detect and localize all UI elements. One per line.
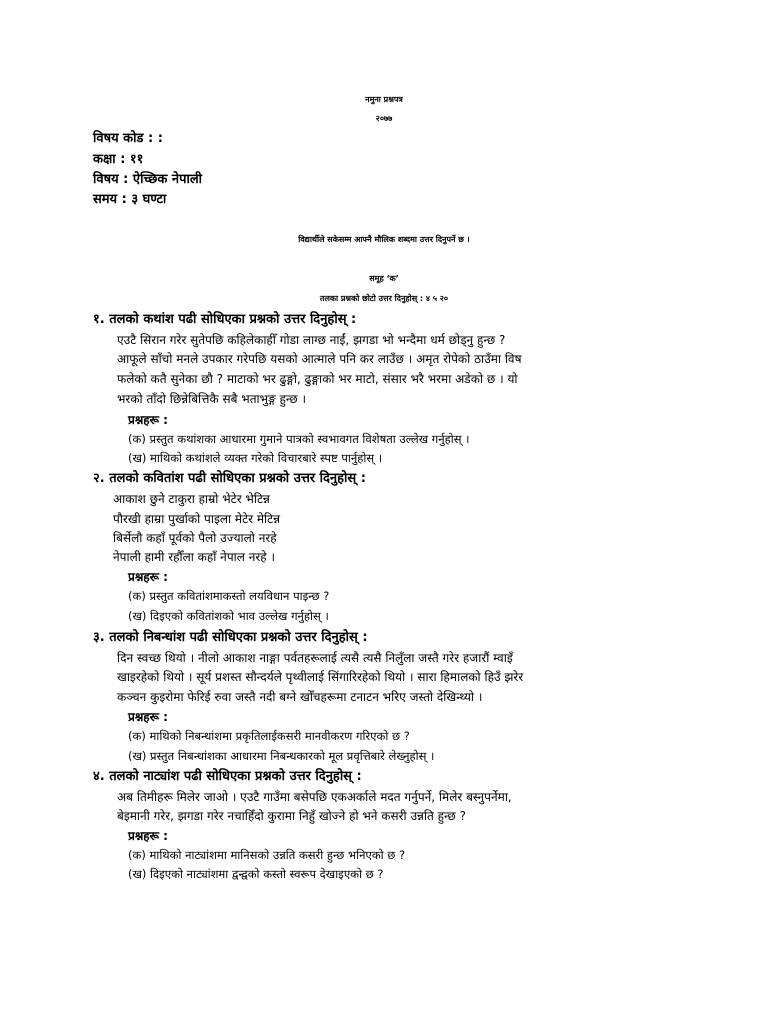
question-1-item: (क) प्रस्तुत कथांशका आधारमा गुमाने पात्रको स्वभावगत विशेषता उल्लेख गर्नुहोस् । — [128, 432, 470, 446]
question-4-item: (क) माथिको नाट्यांशमा मानिसको उन्नति कसरी हुन्छ भनिएको छ ? — [128, 848, 406, 862]
question-3-item: (क) माथिको निबन्धांशमा प्रकृतिलाईकसरी मानवीकरण गरिएको छ ? — [128, 729, 410, 743]
group-subtitle: तलका प्रश्नको छोटो उत्तर दिनुहोस् : ४ ५ २० — [319, 294, 449, 303]
question-2-sub-label: प्रश्नहरू : — [128, 570, 168, 584]
exam-duration: समय : ३ घण्टा — [93, 192, 167, 207]
subject-name: विषय : ऐच्छिक नेपाली — [93, 172, 203, 187]
question-1-passage-line: आफूले साँचो मनले उपकार गरेपछि यसको आत्माले पनि कर लाउँछ । अमृत रोपेको ठाउँमा विष — [117, 352, 522, 366]
question-3-passage-line: खाइरहेको थियो । सूर्य प्रशस्त सौन्दर्यले पृथ्वीलाई सिंगारिरहेको थियो । सारा हिमालको हिउँ झरेर — [117, 670, 524, 684]
question-4-item: (ख) दिइएको नाट्यांशमा द्वन्द्वको कस्तो स्वरूप देखाइएको छ ? — [128, 867, 384, 881]
question-2-heading: २. तलको कवितांश पढी सोधिएका प्रश्नको उत्तर दिनुहोस् : — [93, 471, 366, 486]
paper-title: नमुना प्रश्नपत्र — [365, 95, 403, 104]
instruction: विद्यार्थीले सकेसम्म आफ्नै मौलिक शब्दमा उत्तर दिनुपर्ने छ । — [298, 235, 470, 244]
question-2-passage-line: नेपाली हामी रहौँला कहाँ नेपाल नरहे । — [113, 550, 276, 564]
question-4-passage-line: अब तिमीहरू मिलेर जाओ । एउटै गाउँमा बसेपछि एकअर्काले मदत गर्नुपर्ने, मिलेर बस्नुपर्नेमा, — [117, 790, 512, 804]
question-4-heading: ४. तलको नाट्यांश पढी सोधिएका प्रश्नको उत्तर दिनुहोस् : — [93, 769, 362, 784]
question-1-passage-line: फलेको कतै सुनेका छौ ? माटाको भर ढुङ्गो, ढुङ्गाको भर माटो, संसार भरै भरमा अडेको छ । यो — [117, 372, 518, 386]
question-3-heading: ३. तलको निबन्धांश पढी सोधिएका प्रश्नको उत्तर दिनुहोस् : — [93, 630, 368, 645]
question-1-passage-line: भरको ताँदो छिन्नेबित्तिकै सबै भताभुङ्ग हुन्छ । — [117, 392, 307, 406]
question-3-sub-label: प्रश्नहरू : — [128, 710, 168, 724]
question-2-passage-line: पौरखी हाम्रा पुर्खाको पाइला मेटेर मेटिन्न — [113, 512, 281, 526]
question-2-item: (क) प्रस्तुत कवितांशमाकस्तो लयविधान पाइन्छ ? — [128, 589, 330, 603]
paper-year: २०७७ — [375, 114, 393, 123]
question-3-passage-line: दिन स्वच्छ थियो । नीलो आकाश नाङ्गा पर्वतहरूलाई त्यसै त्यसै निलुँला जस्तै गरेर हजारौं म्वाइँ — [117, 651, 513, 665]
question-1-sub-label: प्रश्नहरू : — [128, 413, 168, 427]
class-level: कक्षा : ११ — [93, 152, 144, 167]
group-title: समूह ‘क’ — [369, 274, 399, 283]
question-4-sub-label: प्रश्नहरू : — [128, 829, 168, 843]
question-3-passage-line: कञ्चन कुइरोमा फेरिई रुवा जस्तै नदी बग्ने खोँचहरूमा टनाटन भरिए जस्तो देखिन्थ्यो । — [117, 690, 483, 704]
question-1-item: (ख) माथिको कथांशले व्यक्त गरेको विचारबारे स्पष्ट पार्नुहोस् । — [128, 451, 383, 465]
question-1-heading: १. तलको कथांश पढी सोधिएका प्रश्नको उत्तर दिनुहोस् : — [93, 312, 357, 327]
question-2-passage-line: बिर्सेलौ कहाँ पूर्वको पैलो उज्यालो नरहे — [113, 531, 277, 545]
question-2-item: (ख) दिइएको कवितांशको भाव उल्लेख गर्नुहोस् । — [128, 609, 329, 623]
question-1-passage-line: एउटै सिरान गरेर सुतेपछि कहिलेकाहीँ गोडा लाग्छ नाईं, झगडा भो भन्दैमा धर्म छोड्नु हुन्छ ? — [117, 333, 506, 347]
question-4-passage-line: बेइमानी गरेर, झगडा गरेर नचाहिँदो कुरामा निहुँ खोज्ने हो भने कसरी उन्नति हुन्छ ? — [117, 809, 467, 823]
question-3-item: (ख) प्रस्तुत निबन्धांशका आधारमा निबन्धकारको मूल प्रवृत्तिबारे लेख्नुहोस् । — [128, 749, 435, 763]
subject-code: विषय कोड : : — [93, 131, 163, 146]
question-2-passage-line: आकाश छुने टाकुरा हाम्रो भेटेर भेटिन्न — [113, 492, 270, 506]
